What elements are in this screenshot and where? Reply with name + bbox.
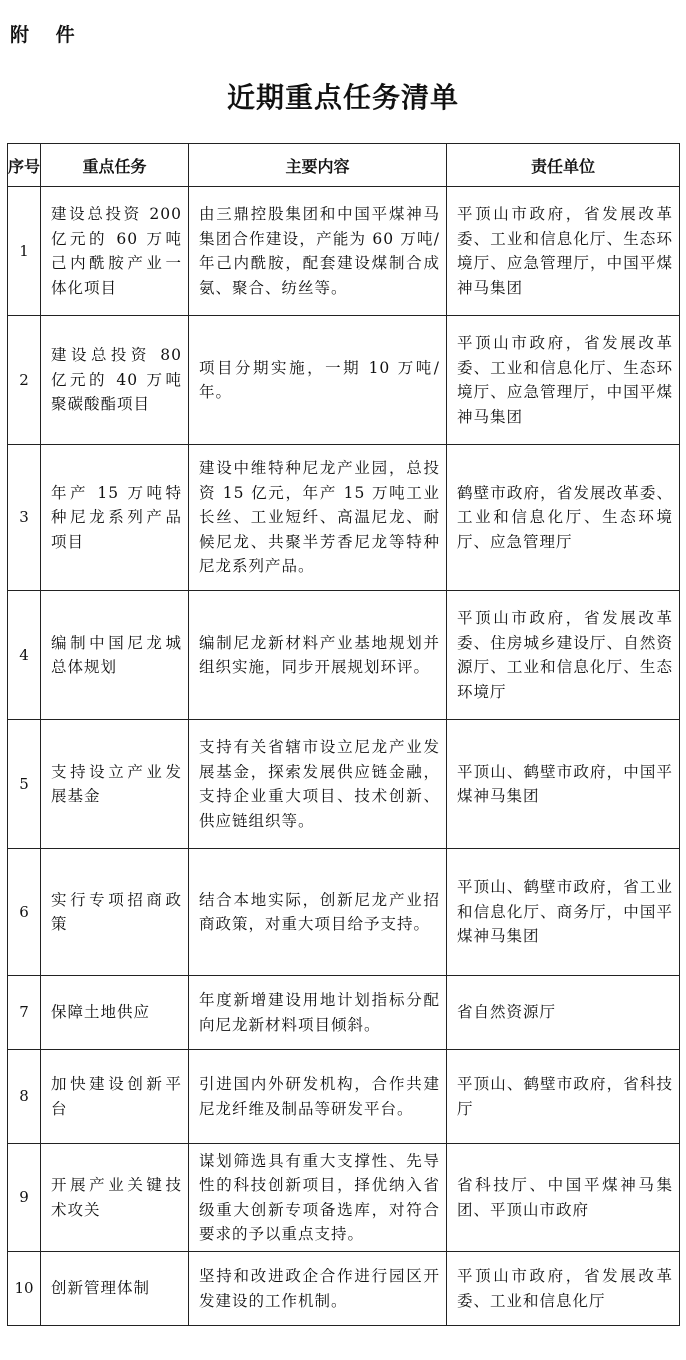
row-content: 支持有关省辖市设立尼龙产业发展基金，探索发展供应链金融，支持企业重大项目、技术创新、供应链组织等。: [189, 720, 447, 849]
table-row: [8, 849, 680, 976]
table-row: [8, 187, 680, 316]
table-row: [8, 316, 680, 445]
row-number: 1: [8, 187, 41, 316]
row-content: 由三鼎控股集团和中国平煤神马集团合作建设，产能为 60 万吨/年己内酰胺，配套建设煤制合成氨、聚合、纺丝等。: [189, 187, 447, 316]
row-task: 创新管理体制: [41, 1252, 189, 1326]
row-number: 4: [8, 591, 41, 720]
table-row: [8, 720, 680, 849]
row-units: 平顶山市政府，省发展改革委、工业和信息化厅、生态环境厅、应急管理厅，中国平煤神马集团: [447, 316, 680, 445]
row-units: 鹤壁市政府，省发展改革委、工业和信息化厅、生态环境厅、应急管理厅: [447, 445, 680, 591]
row-units: 平顶山市政府，省发展改革委、住房城乡建设厅、自然资源厅、工业和信息化厅、生态环境厅: [447, 591, 680, 720]
attachment-label: 附 件: [10, 24, 85, 46]
table-row: [8, 591, 680, 720]
row-content: 谋划筛选具有重大支撑性、先导性的科技创新项目，择优纳入省级重大创新专项备选库，对符合要求的予以重点支持。: [189, 1144, 447, 1252]
row-number: 6: [8, 849, 41, 976]
row-content: 建设中维特种尼龙产业园，总投资 15 亿元，年产 15 万吨工业长丝、工业短纤、高温尼龙、耐候尼龙、共聚半芳香尼龙等特种尼龙系列产品。: [189, 445, 447, 591]
row-number: 2: [8, 316, 41, 445]
table-row: [8, 1050, 680, 1144]
row-content: 编制尼龙新材料产业基地规划并组织实施，同步开展规划环评。: [189, 591, 447, 720]
header-units: 责任单位: [447, 144, 680, 187]
row-task: 建设总投资 200 亿元的 60 万吨己内酰胺产业一体化项目: [41, 187, 189, 316]
row-units: 平顶山、鹤壁市政府，省工业和信息化厅、商务厅，中国平煤神马集团: [447, 849, 680, 976]
page-title: 近期重点任务清单: [226, 81, 459, 114]
row-number: 3: [8, 445, 41, 591]
row-task: 编制中国尼龙城总体规划: [41, 591, 189, 720]
row-number: 10: [8, 1252, 41, 1326]
row-task: 支持设立产业发展基金: [41, 720, 189, 849]
row-task: 保障土地供应: [41, 976, 189, 1050]
row-content: 坚持和改进政企合作进行园区开发建设的工作机制。: [189, 1252, 447, 1326]
row-number: 7: [8, 976, 41, 1050]
row-units: 平顶山市政府，省发展改革委、工业和信息化厅: [447, 1252, 680, 1326]
row-units: 平顶山市政府，省发展改革委、工业和信息化厅、生态环境厅、应急管理厅，中国平煤神马集团: [447, 187, 680, 316]
row-number: 5: [8, 720, 41, 849]
row-task: 年产 15 万吨特种尼龙系列产品项目: [41, 445, 189, 591]
header-task: 重点任务: [41, 144, 189, 187]
row-units: 平顶山、鹤壁市政府，省科技厅: [447, 1050, 680, 1144]
row-content: 引进国内外研发机构，合作共建尼龙纤维及制品等研发平台。: [189, 1050, 447, 1144]
row-task: 建设总投资 80 亿元的 40 万吨聚碳酸酯项目: [41, 316, 189, 445]
row-units: 平顶山、鹤壁市政府，中国平煤神马集团: [447, 720, 680, 849]
table-row: [8, 445, 680, 591]
row-number: 8: [8, 1050, 41, 1144]
table-header-row: [8, 144, 680, 187]
table-row: [8, 1252, 680, 1326]
row-task: 加快建设创新平台: [41, 1050, 189, 1144]
header-no: 序号: [8, 144, 41, 187]
row-task: 开展产业关键技术攻关: [41, 1144, 189, 1252]
row-content: 项目分期实施，一期 10 万吨/年。: [189, 316, 447, 445]
header-content: 主要内容: [189, 144, 447, 187]
row-units: 省自然资源厅: [447, 976, 680, 1050]
task-table: [7, 143, 680, 1326]
row-task: 实行专项招商政策: [41, 849, 189, 976]
table-row: [8, 976, 680, 1050]
row-units: 省科技厅、中国平煤神马集团、平顶山市政府: [447, 1144, 680, 1252]
table-row: [8, 1144, 680, 1252]
row-number: 9: [8, 1144, 41, 1252]
row-content: 结合本地实际，创新尼龙产业招商政策，对重大项目给予支持。: [189, 849, 447, 976]
row-content: 年度新增建设用地计划指标分配向尼龙新材料项目倾斜。: [189, 976, 447, 1050]
